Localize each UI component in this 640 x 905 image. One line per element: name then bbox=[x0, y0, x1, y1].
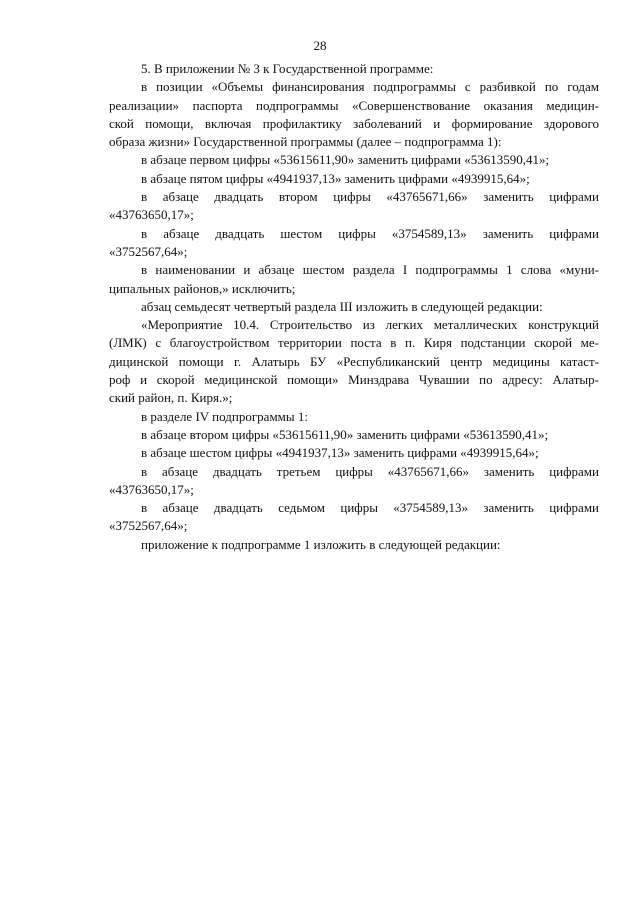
text-line: в позиции «Объемы финансирования подпрограммы с разбивкой по годам bbox=[141, 79, 599, 95]
text-line: в абзаце пятом цифры «4941937,13» заменить цифрами «4939915,64»; bbox=[141, 170, 530, 186]
text-line: в абзаце двадцать третьем цифры «43765671,66» заменить цифрами bbox=[141, 463, 599, 479]
text-line: в абзаце первом цифры «53615611,90» заменить цифрами «53613590,41»; bbox=[141, 152, 550, 168]
text-line: 5. В приложении № 3 к Государственной программе: bbox=[141, 61, 434, 76]
text-line: в абзаце двадцать втором цифры «43765671,66» заменить цифрами bbox=[141, 189, 599, 205]
text-line: приложение к подпрограмме 1 изложить в следующей редакции: bbox=[141, 536, 501, 552]
page-number: 28 bbox=[313, 38, 327, 53]
text-line: роф и скорой медицинской помощи» Минздрава Чувашии по адресу: Алатыр- bbox=[109, 372, 599, 388]
text-line: (ЛМК) с благоустройством территории поста в п. Киря подстанции скорой ме- bbox=[109, 335, 599, 351]
text-line: в разделе IV подпрограммы 1: bbox=[141, 408, 308, 424]
text-line: абзац семьдесят четвертый раздела III изложить в следующей редакции: bbox=[141, 298, 543, 314]
text-line: «3752567,64»; bbox=[109, 518, 188, 534]
text-line: ской помощи, включая профилактику заболеваний и формирование здорового bbox=[109, 115, 599, 131]
text-line: в наименовании и абзаце шестом раздела I подпрограммы 1 слова «муни- bbox=[141, 262, 599, 278]
text-line: дицинской помощи г. Алатырь БУ «Республиканский центр медицины катаст- bbox=[109, 353, 599, 369]
text-line: в абзаце двадцать седьмом цифры «3754589,13» заменить цифрами bbox=[141, 500, 599, 516]
document-body bbox=[109, 60, 599, 554]
text-line: в абзаце шестом цифры «4941937,13» заменить цифрами «4939915,64»; bbox=[141, 445, 539, 461]
text-line: ципальных районов,» исключить; bbox=[109, 280, 296, 296]
text-line: в абзаце двадцать шестом цифры «3754589,13» заменить цифрами bbox=[141, 225, 599, 241]
text-line: реализации» паспорта подпрограммы «Совершенствование оказания медицин- bbox=[109, 97, 599, 113]
text-line: «Мероприятие 10.4. Строительство из легких металлических конструкций bbox=[141, 317, 599, 333]
text-line: «43763650,17»; bbox=[109, 481, 194, 497]
text-line: образа жизни» Государственной программы (далее – подпрограмма 1): bbox=[109, 134, 502, 150]
text-line: «43763650,17»; bbox=[109, 207, 194, 223]
text-line: «3752567,64»; bbox=[109, 243, 188, 259]
text-line: ский район, п. Киря.»; bbox=[109, 390, 233, 406]
text-line: в абзаце втором цифры «53615611,90» заменить цифрами «53613590,41»; bbox=[141, 426, 549, 442]
